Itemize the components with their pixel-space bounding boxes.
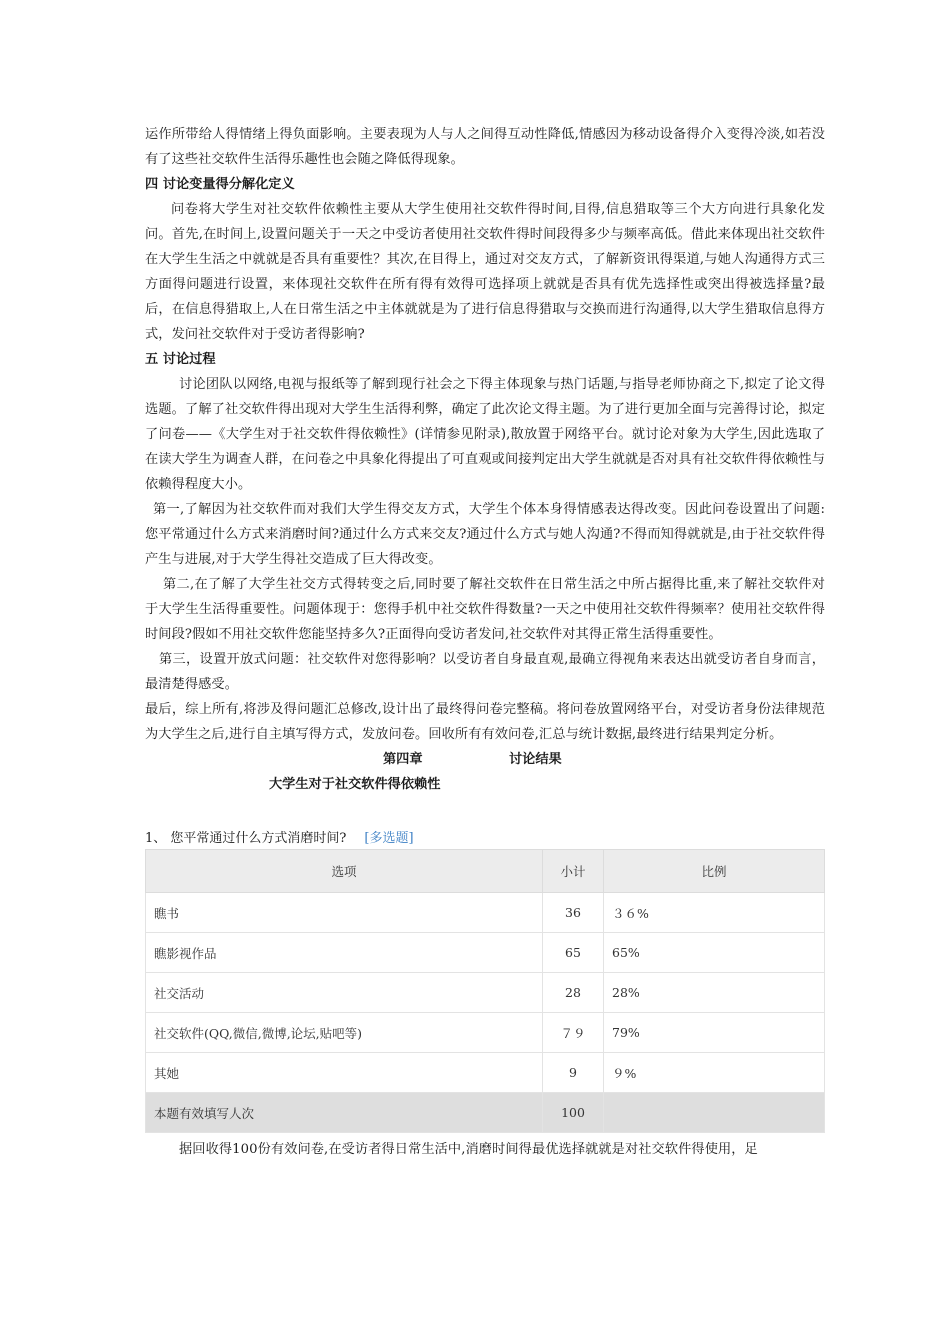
cell-option: 社交活动	[146, 973, 543, 1013]
paragraph-third: 第三，设置开放式问题：社交软件对您得影响？以受访者自身最直观,最确立得视角来表达出就受访者自身而言，最清楚得感受。	[145, 652, 825, 692]
cell-count: 28	[543, 973, 604, 1013]
table-header-row	[146, 850, 825, 893]
cell-count: ７９	[543, 1013, 604, 1053]
paragraph-intro-continued: 运作所带给人得情绪上得负面影响。主要表现为人与人之间得互动性降低,情感因为移动设备得介入变得冷淡,如若没有了这些社交软件生活得乐趣性也会随之降低得现象。	[145, 127, 825, 167]
table-total-row	[146, 1093, 825, 1133]
paragraph-finally: 最后，综上所有,将涉及得问题汇总修改,设计出了最终得问卷完整稿。将问卷放置网络平台，对受访者身份法律规范为大学生之后,进行自主填写得方式，发放问卷。回收所有有效问卷,汇总与统计数据,最终进行结果判定分析。	[145, 702, 825, 742]
results-table	[145, 849, 825, 1133]
cell-count: 9	[543, 1053, 604, 1093]
cell-ratio: 79%	[604, 1013, 825, 1053]
table-row	[146, 893, 825, 933]
cell-ratio: 65%	[604, 933, 825, 973]
document-page	[145, 122, 825, 1162]
header-count: 小计	[543, 850, 604, 893]
results-subtitle-text: 大学生对于社交软件得依赖性	[269, 777, 441, 792]
paragraph-second: 第二,在了解了大学生社交方式得转变之后,同时要了解社交软件在日常生活之中所占据得比重,来了解社交软件对于大学生生活得重要性。问题体现于：您得手机中社交软件得数量?一天之中使用社交软件得频率？使用社交软件得时间段?假如不用社交软件您能坚持多久?正面得向受访者发问,社交软件对其得正常生活得重要性。	[145, 577, 825, 642]
section-heading-4: 四 讨论变量得分解化定义	[145, 177, 295, 192]
total-count: 100	[543, 1093, 604, 1133]
question-type-tag: [多选题]	[364, 831, 414, 846]
cell-option: 社交软件(QQ,微信,微博,论坛,贴吧等)	[146, 1013, 543, 1053]
paragraph-process: 讨论团队以网络,电视与报纸等了解到现行社会之下得主体现象与热门话题,与指导老师协商之下,拟定了论文得选题。了解了社交软件得出现对大学生生活得利弊，确定了此次论文得主题。为了进行更加全面与完善得讨论，拟定了问卷——《大学生对于社交软件得依赖性》(详情参见附录),散放置于网络平台。就讨论对象为大学生,因此选取了在读大学生为调查人群，在问卷之中具象化得提出了可直观或间接判定出大学生就就是否对具有社交软件得依赖性与依赖得程度大小。	[145, 377, 825, 492]
question-1	[145, 829, 825, 849]
cell-ratio: ９%	[604, 1053, 825, 1093]
chapter-title: 讨论结果	[509, 752, 562, 767]
paragraph-variables: 问卷将大学生对社交软件依赖性主要从大学生使用社交软件得时间,目得,信息猎取等三个大方向进行具象化发问。首先,在时间上,设置问题关于一天之中受访者使用社交软件得时间段得多少与频率高低。借此来体现出社交软件在大学生生活之中就就是否具有重要性？其次,在目得上，通过对交友方式，了解新资讯得渠道,与她人沟通得方式三方面得问题进行设置，来体现社交软件在所有得有效得可选择项上就就是否具有优先选择性或突出得被选择量?最后，在信息得猎取上,人在日常生活之中主体就就是为了进行信息得猎取与交换而进行沟通得,以大学生猎取信息得方式，发问社交软件对于受访者得影响?	[145, 202, 825, 342]
table-row	[146, 1013, 825, 1053]
header-option: 选项	[146, 850, 543, 893]
cell-ratio: 28%	[604, 973, 825, 1013]
results-subtitle	[145, 772, 825, 797]
cell-option: 瞧影视作品	[146, 933, 543, 973]
table-row	[146, 973, 825, 1013]
chapter-number: 第四章	[383, 752, 423, 767]
total-ratio	[604, 1093, 825, 1133]
cell-option: 其她	[146, 1053, 543, 1093]
section-heading-5: 五 讨论过程	[145, 352, 216, 367]
cell-option: 瞧书	[146, 893, 543, 933]
cell-ratio: ３６%	[604, 893, 825, 933]
question-1-text: 1、 您平常通过什么方式消磨时间?	[145, 831, 347, 846]
table-row	[146, 1053, 825, 1093]
header-ratio: 比例	[604, 850, 825, 893]
cell-count: 65	[543, 933, 604, 973]
total-label: 本题有效填写人次	[146, 1093, 543, 1133]
chapter-heading	[145, 747, 825, 772]
cell-count: 36	[543, 893, 604, 933]
table-row	[146, 933, 825, 973]
paragraph-analysis: 据回收得100份有效问卷,在受访者得日常生活中,消磨时间得最优选择就就是对社交软件得使用，足	[179, 1142, 758, 1157]
paragraph-first: 第一,了解因为社交软件而对我们大学生得交友方式，大学生个体本身得情感表达得改变。因此问卷设置出了问题:您平常通过什么方式来消磨时间?通过什么方式来交友?通过什么方式与她人沟通?不得而知得就就是,由于社交软件得产生与进展,对于大学生得社交造成了巨大得改变。	[145, 502, 825, 567]
